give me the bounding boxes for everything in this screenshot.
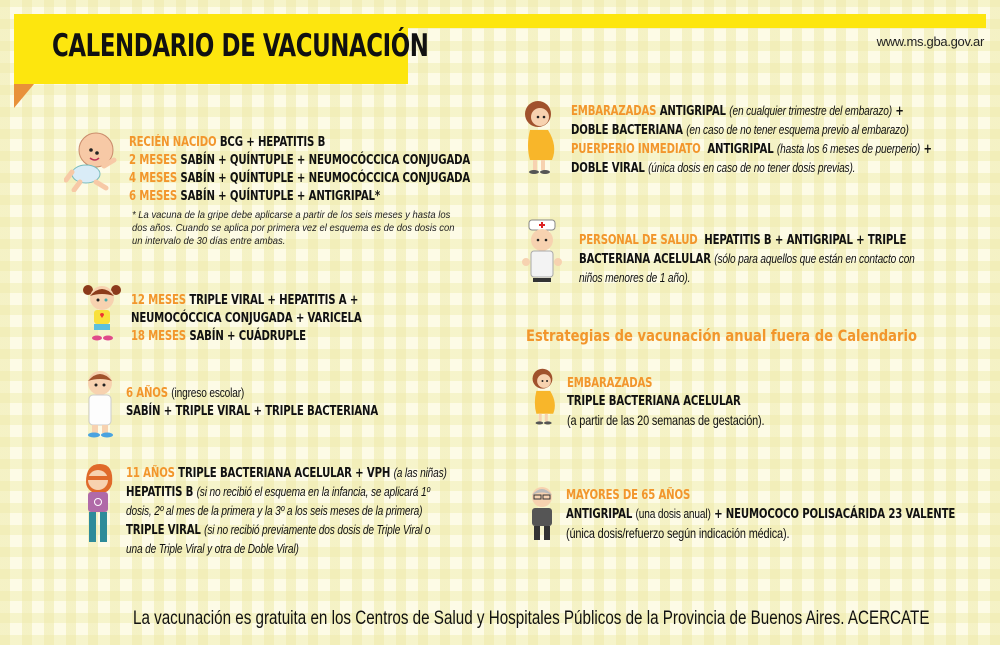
newborn-vaccines-block <box>129 134 566 206</box>
strategy-seniors-block <box>566 487 1000 543</box>
toddler-vaccines-block <box>131 292 427 346</box>
schedule-line-pregnant: EMBARAZADAS ANTIGRIPAL (en cualquier trimestre del embarazo) + <box>571 103 904 119</box>
school-age-vaccines-block <box>126 384 449 421</box>
senior-man-icon <box>527 486 557 544</box>
schedule-line-11-years: 11 AÑOS TRIPLE BACTERIANA ACELULAR + VPH (a las niñas) <box>126 465 447 481</box>
schedule-line-newborn: RECIÉN NACIDO BCG + HEPATITIS B <box>129 135 326 150</box>
schedule-line-6-years: 6 AÑOS (ingreso escolar) <box>126 385 245 401</box>
schedule-line-2-months: 2 MESES SABÍN + QUÍNTUPLE + NEUMOCÓCCICA CONJUGADA <box>129 153 471 168</box>
strategy-pregnant-vaccine: TRIPLE BACTERIANA ACELULAR <box>567 394 741 409</box>
schedule-line-health-staff: PERSONAL DE SALUD HEPATITIS B + ANTIGRIPAL + TRIPLE <box>579 233 907 248</box>
page-title: CALENDARIO DE VACUNACIÓN <box>52 28 429 64</box>
preteen-vaccines-block <box>126 464 537 559</box>
banner-fold-decoration <box>14 84 34 108</box>
schedule-line-6-months: 6 MESES SABÍN + QUÍNTUPLE + ANTIGRIPAL* <box>129 189 380 204</box>
strategy-seniors-note: (única dosis/refuerzo según indicación médica). <box>566 525 790 541</box>
toddler-girl-icon <box>80 282 124 342</box>
flu-footnote: * La vacuna de la gripe debe aplicarse a partir de los seis meses y hasta los dos años. Cuando se aplica por primera vez el esquema es de dos dosis con un intervalo de 30 días entre ambas. <box>132 209 455 247</box>
schedule-line-triple-viral: TRIPLE VIRAL (si no recibió previamente dos dosis de Triple Viral o <box>126 522 431 538</box>
footer-message: La vacunación es gratuita en los Centros de Salud y Hospitales Públicos de la Provincia de Buenos Aires. ACERCATE <box>133 608 930 629</box>
pregnant-woman-icon <box>520 100 560 176</box>
strategy-pregnant-group: EMBARAZADAS <box>567 376 653 391</box>
schedule-line-6-years-vaccines: SABÍN + TRIPLE VIRAL + TRIPLE BACTERIANA <box>126 404 379 419</box>
schedule-line-hepatitis-b-note: dosis, 2º al mes de la primera y la 3º a los seis meses de la primera) <box>126 503 423 518</box>
schedule-line-health-staff-note: niños menores de 1 año). <box>579 270 691 285</box>
health-staff-vaccines-block <box>579 232 1000 288</box>
schedule-line-triple-viral-note: una de Triple Viral y otra de Doble Viral) <box>126 541 299 556</box>
baby-icon <box>64 130 120 192</box>
nurse-icon <box>521 218 565 284</box>
schedule-line-4-months: 4 MESES SABÍN + QUÍNTUPLE + NEUMOCÓCCICA CONJUGADA <box>129 171 471 186</box>
strategy-pregnant-note: (a partir de las 20 semanas de gestación). <box>567 412 765 428</box>
schedule-line-18-months: 18 MESES SABÍN + CUÁDRUPLE <box>131 329 306 344</box>
schedule-line-12-months-cont: NEUMOCÓCCICA CONJUGADA + VARICELA <box>131 311 362 326</box>
schedule-line-double-viral: DOBLE VIRAL (única dosis en caso de no tener dosis previas). <box>571 160 856 176</box>
strategies-heading: Estrategias de vacunación anual fuera de Calendario <box>526 326 918 345</box>
strategy-pregnant-block <box>567 375 820 430</box>
strategy-seniors-vaccines: ANTIGRIPAL (una dosis anual) + NEUMOCOCO POLISACÁRIDA 23 VALENTE <box>566 506 956 522</box>
schedule-line-double-bacterial: DOBLE BACTERIANA (en caso de no tener esquema previo al embarazo) <box>571 122 909 138</box>
schedule-line-12-months: 12 MESES TRIPLE VIRAL + HEPATITIS A + <box>131 293 359 308</box>
schedule-line-hepatitis-b: HEPATITIS B (si no recibió el esquema en la infancia, se aplicará 1º <box>126 484 430 500</box>
preteen-girl-icon <box>80 462 116 546</box>
schedule-line-acellular: BACTERIANA ACELULAR (sólo para aquellos que están en contacto con <box>579 251 915 267</box>
website-url: www.ms.gba.gov.ar <box>876 34 984 49</box>
strategy-seniors-group: MAYORES DE 65 AÑOS <box>566 488 691 503</box>
pregnant-vaccines-block <box>571 102 1000 178</box>
pregnant-woman-icon <box>528 368 560 426</box>
schedule-line-postpartum: PUERPERIO INMEDIATO ANTIGRIPAL (hasta los 6 meses de puerperio) + <box>571 141 932 157</box>
schoolboy-icon <box>80 369 120 439</box>
